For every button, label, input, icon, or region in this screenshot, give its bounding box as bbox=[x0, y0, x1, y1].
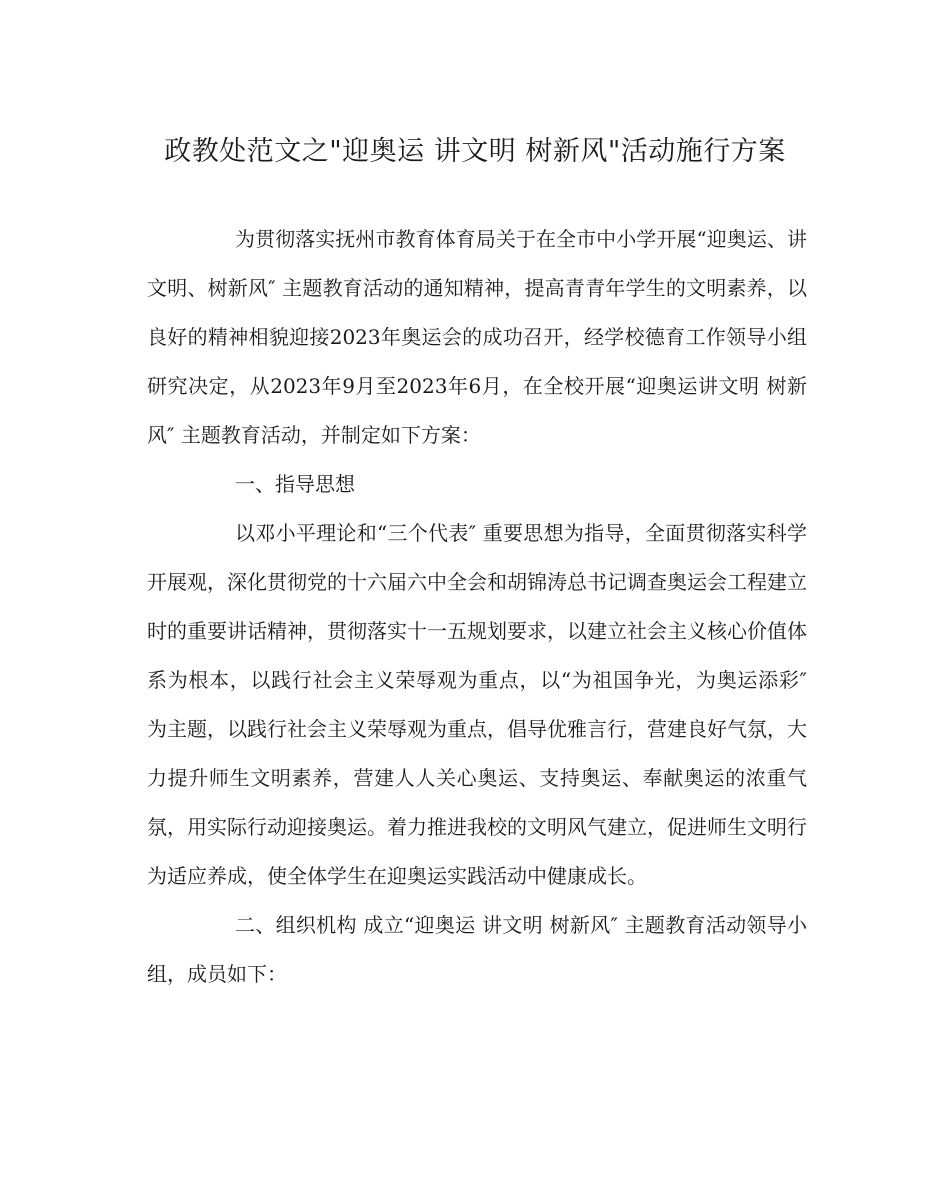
document-title: 政教处范文之"迎奥运 讲文明 树新风"活动施行方案 bbox=[164, 136, 786, 167]
paragraph-organization: 二、组织机构 成立“迎奥运 讲文明 树新风″ 主题教育活动领导小组，成员如下： bbox=[147, 913, 807, 986]
document-body bbox=[147, 215, 807, 999]
section-heading-guiding-thought: 一、指导思想 bbox=[235, 472, 355, 496]
paragraph-intro: 为贯彻落实抚州市教育体育局关于在全市中小学开展“迎奥运、讲文明、树新风″ 主题教育活动的通知精神，提高青青年学生的文明素养，以良好的精神相貌迎接2023年奥运会的成功召开，经学校德育工作领导小组研究决定，从2023年9月至2023年6月，在全校开展“迎奥运讲文明 树新风″ 主题教育活动，并制定如下方案： bbox=[147, 227, 807, 447]
paragraph-guiding-thought: 以邓小平理论和“三个代表″ 重要思想为指导，全面贯彻落实科学开展观，深化贯彻党的十六届六中全会和胡锦涛总书记调查奥运会工程建立时的重要讲话精神，贯彻落实十一五规划要求，以建立社会主义核心价值体系为根本，以践行社会主义荣辱观为重点，以“为祖国争光，为奥运添彩″ 为主题，以践行社会主义荣辱观为重点，倡导优雅言行，营建良好气氛，大力提升师生文明素养，营建人人关心奥运、支持奥运、奉献奥运的浓重气氛，用实际行动迎接奥运。着力推进我校的文明风气建立，促进师生文明行为适应养成，使全体学生在迎奥运实践活动中健康成长。 bbox=[147, 521, 807, 888]
